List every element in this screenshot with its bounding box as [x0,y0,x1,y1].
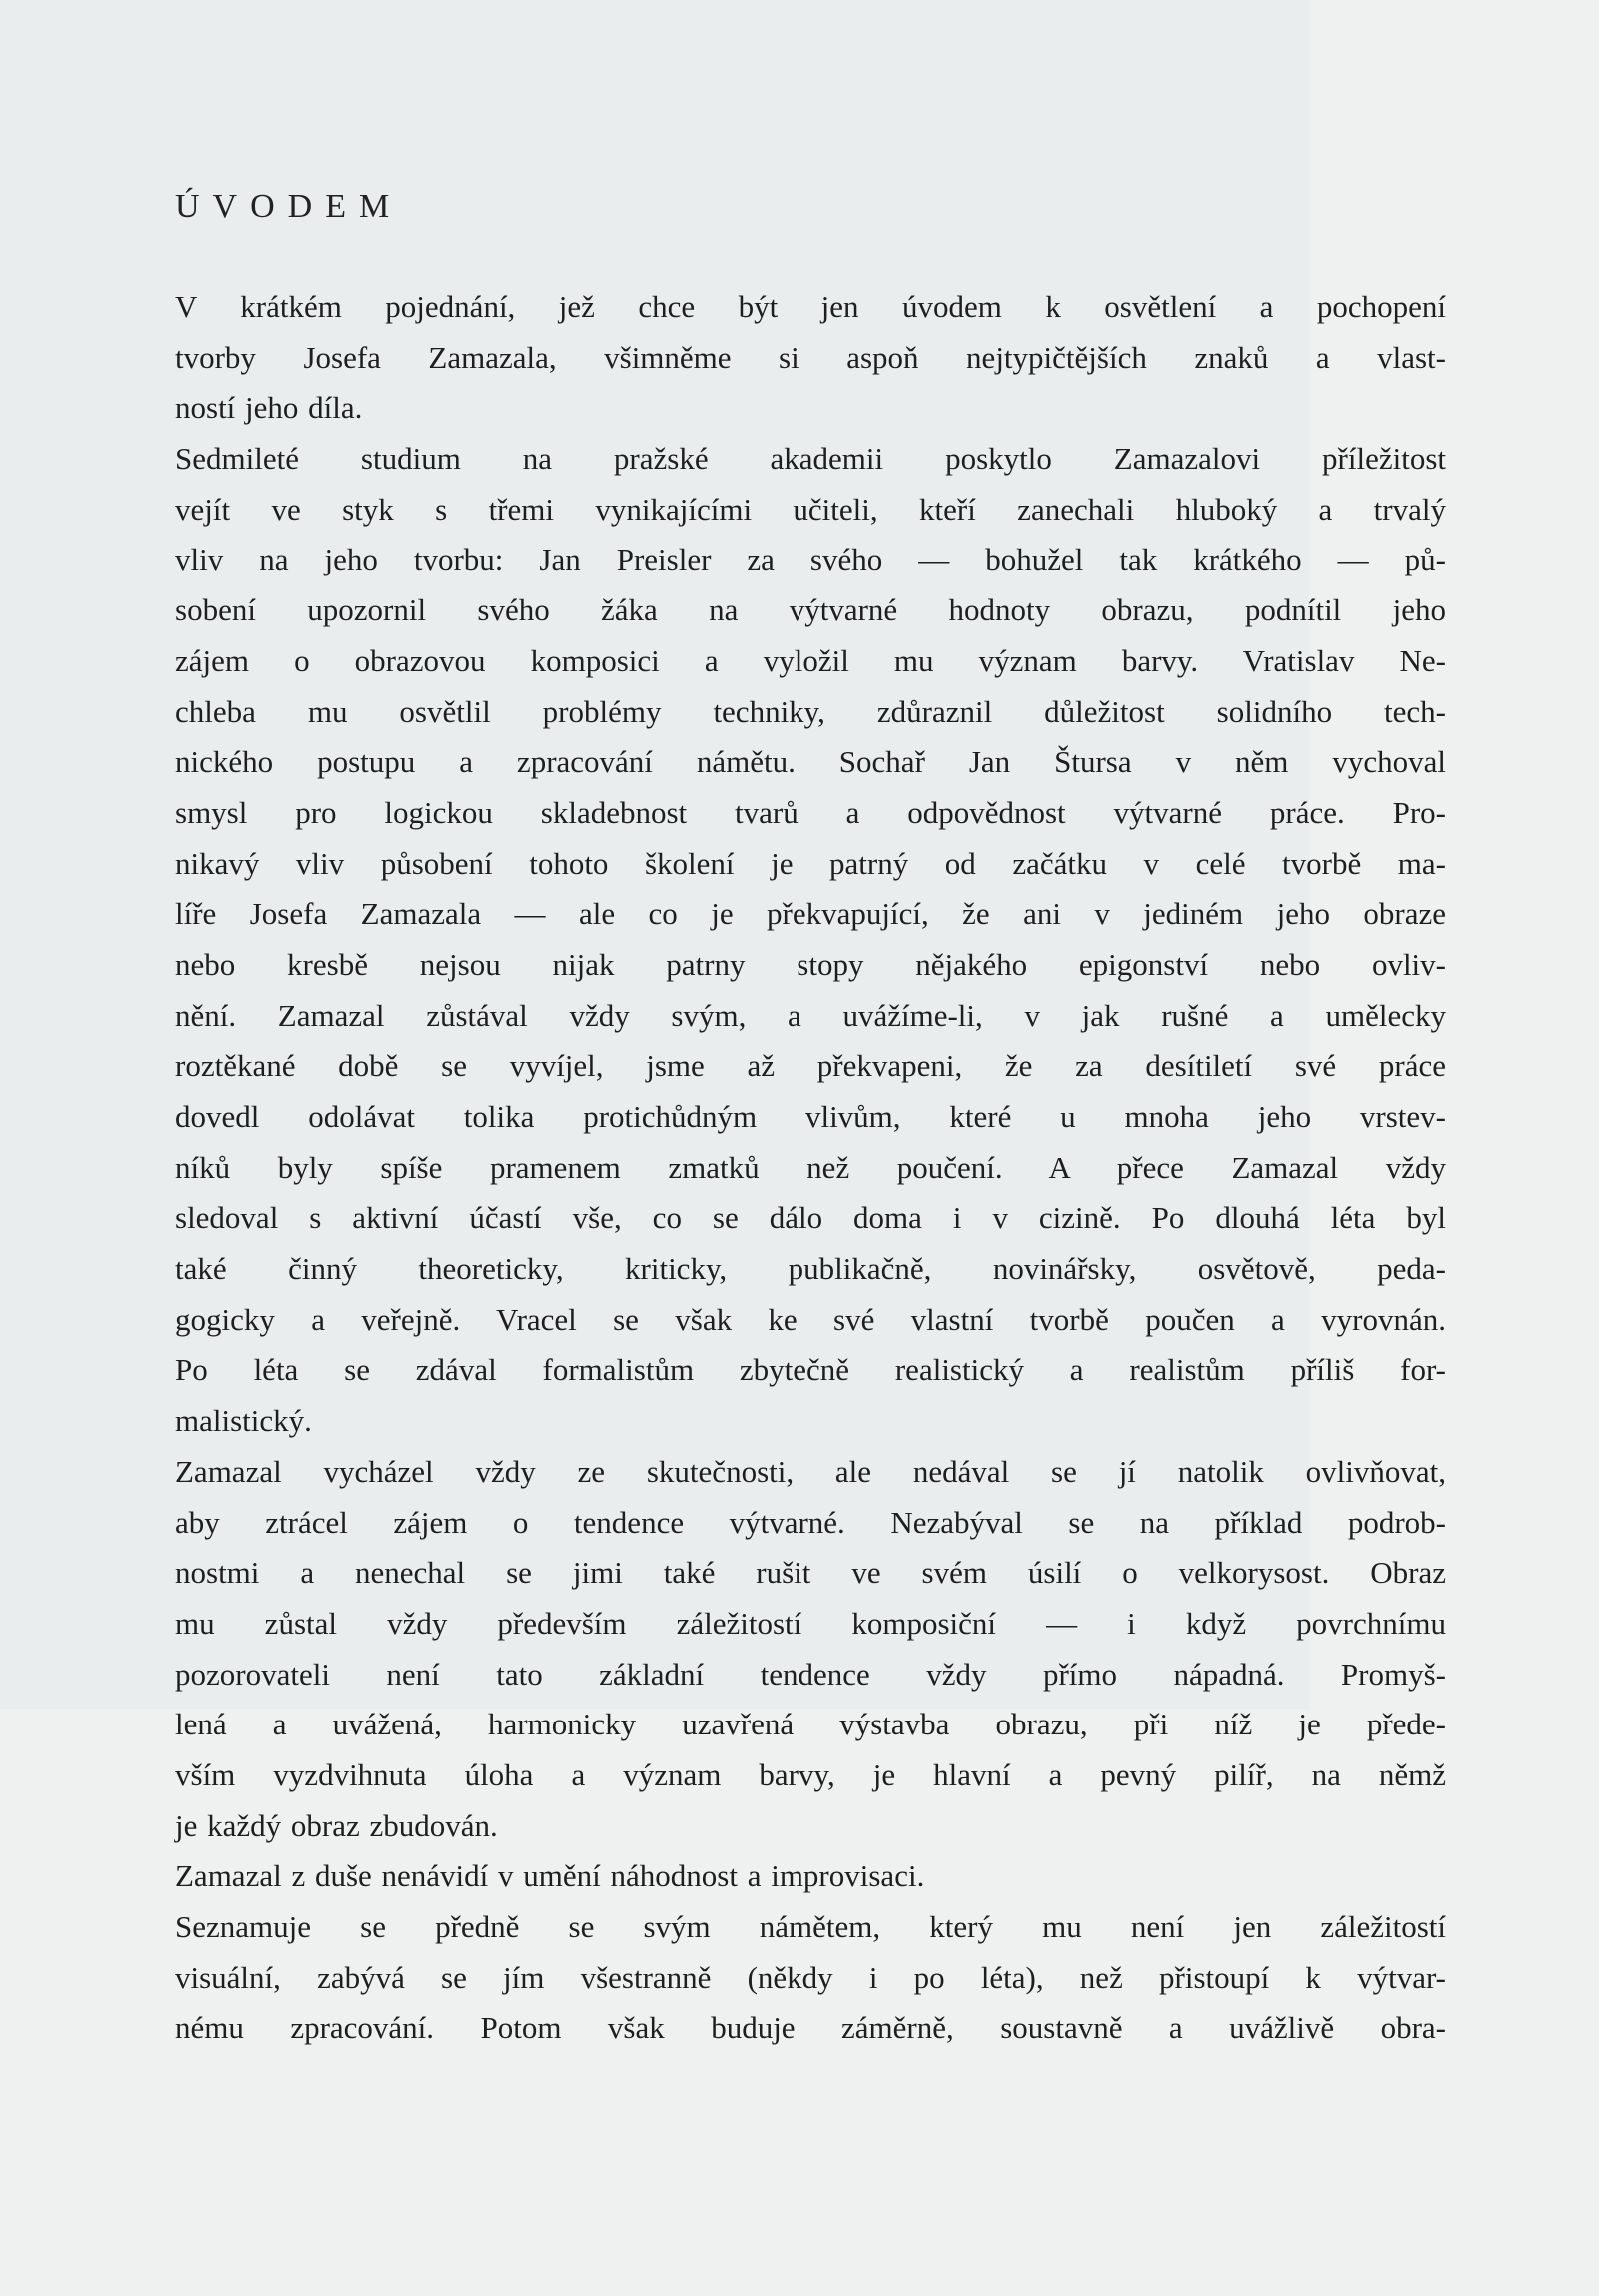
text-line: vliv na jeho tvorbu: Jan Preisler za svého — bohužel tak krátkého — pů- [175,542,1446,577]
paragraph [175,1902,1446,2054]
text-line: dovedl odolávat tolika protichůdným vlivům, které u mnoha jeho vrstev- [175,1099,1446,1134]
paragraph [175,434,1446,1447]
text-line: mu zůstal vždy především záležitostí komposiční — i když povrchnímu [175,1605,1446,1641]
text-line: vejít ve styk s třemi vynikajícími učiteli, kteří zanechali hluboký a trvalý [175,491,1446,527]
text-line: nění. Zamazal zůstával vždy svým, a uvážíme-li, v jak rušné a umělecky [175,997,1446,1033]
text-line: visuální, zabývá se jím všestranně (někdy i po léta), než přistoupí k výtvar- [175,1959,1446,1995]
body-text [175,282,1446,2054]
text-line: líře Josefa Zamazala — ale co je překvapující, že ani v jediném jeho obraze [175,896,1446,932]
text-line: ností jeho díla. [175,390,363,426]
text-line: Zamazal vycházel vždy ze skutečnosti, ale nedával se jí natolik ovlivňovat, [175,1453,1446,1489]
text-line: smysl pro logickou skladebnost tvarů a odpovědnost výtvarné práce. Pro- [175,794,1446,830]
text-line: gogicky a veřejně. Vracel se však ke své vlastní tvorbě poučen a vyrovnán. [175,1301,1446,1337]
text-line: nému zpracování. Potom však buduje záměrně, soustavně a uvážlivě obra- [175,2010,1446,2046]
text-line: nického postupu a zpracování námětu. Sochař Jan Štursa v něm vychoval [175,744,1446,780]
text-line: roztěkané době se vyvíjel, jsme až překvapeni, že za desítiletí své práce [175,1048,1446,1084]
text-line: také činný theoreticky, kriticky, publikačně, novinářsky, osvětově, peda- [175,1251,1446,1287]
text-line: sledoval s aktivní účastí vše, co se dálo doma i v cizině. Po dlouhá léta byl [175,1200,1446,1236]
text-line: Po léta se zdával formalistům zbytečně realistický a realistům příliš for- [175,1352,1446,1388]
text-line: pozorovateli není tato základní tendence vždy přímo nápadná. Promyš- [175,1656,1446,1692]
text-line: níků byly spíše pramenem zmatků než poučení. A přece Zamazal vždy [175,1149,1446,1185]
text-line: nebo kresbě nejsou nijak patrny stopy nějakého epigonství nebo ovliv- [175,946,1446,982]
text-line: nostmi a nenechal se jimi také rušit ve svém úsilí o velkorysost. Obraz [175,1555,1446,1591]
text-line: aby ztrácel zájem o tendence výtvarné. Nezabýval se na příklad podrob- [175,1504,1446,1540]
text-line: vším vyzdvihnuta úloha a význam barvy, je hlavní a pevný pilíř, na němž [175,1756,1446,1792]
text-line: chleba mu osvětlil problémy techniky, zdůraznil důležitost solidního tech- [175,693,1446,729]
text-line: Sedmileté studium na pražské akademii poskytlo Zamazalovi příležitost [175,441,1446,477]
text-line: tvorby Josefa Zamazala, všimněme si aspoň nejtypičtějších znaků a vlast- [175,339,1446,375]
paragraph [175,1851,1446,1902]
text-line: Seznamuje se předně se svým námětem, který mu není jen záležitostí [175,1909,1446,1944]
text-line: zájem o obrazovou komposici a vyložil mu význam barvy. Vratislav Ne- [175,642,1446,678]
text-line: lená a uvážená, harmonicky uzavřená výstavba obrazu, při níž je přede- [175,1707,1446,1742]
paragraph [175,282,1446,434]
text-line: malistický. [175,1403,312,1439]
text-line: sobení upozornil svého žáka na výtvarné hodnoty obrazu, podnítil jeho [175,592,1446,628]
paragraph [175,1447,1446,1852]
page-title: ÚVODEM [175,188,403,225]
text-line: V krátkém pojednání, jež chce být jen úvodem k osvětlení a pochopení [175,289,1446,324]
text-line: nikavý vliv působení tohoto školení je patrný od začátku v celé tvorbě ma- [175,845,1446,881]
text-line: je každý obraz zbudován. [175,1807,498,1843]
text-line: Zamazal z duše nenávidí v umění náhodnost a improvisaci. [175,1858,925,1894]
